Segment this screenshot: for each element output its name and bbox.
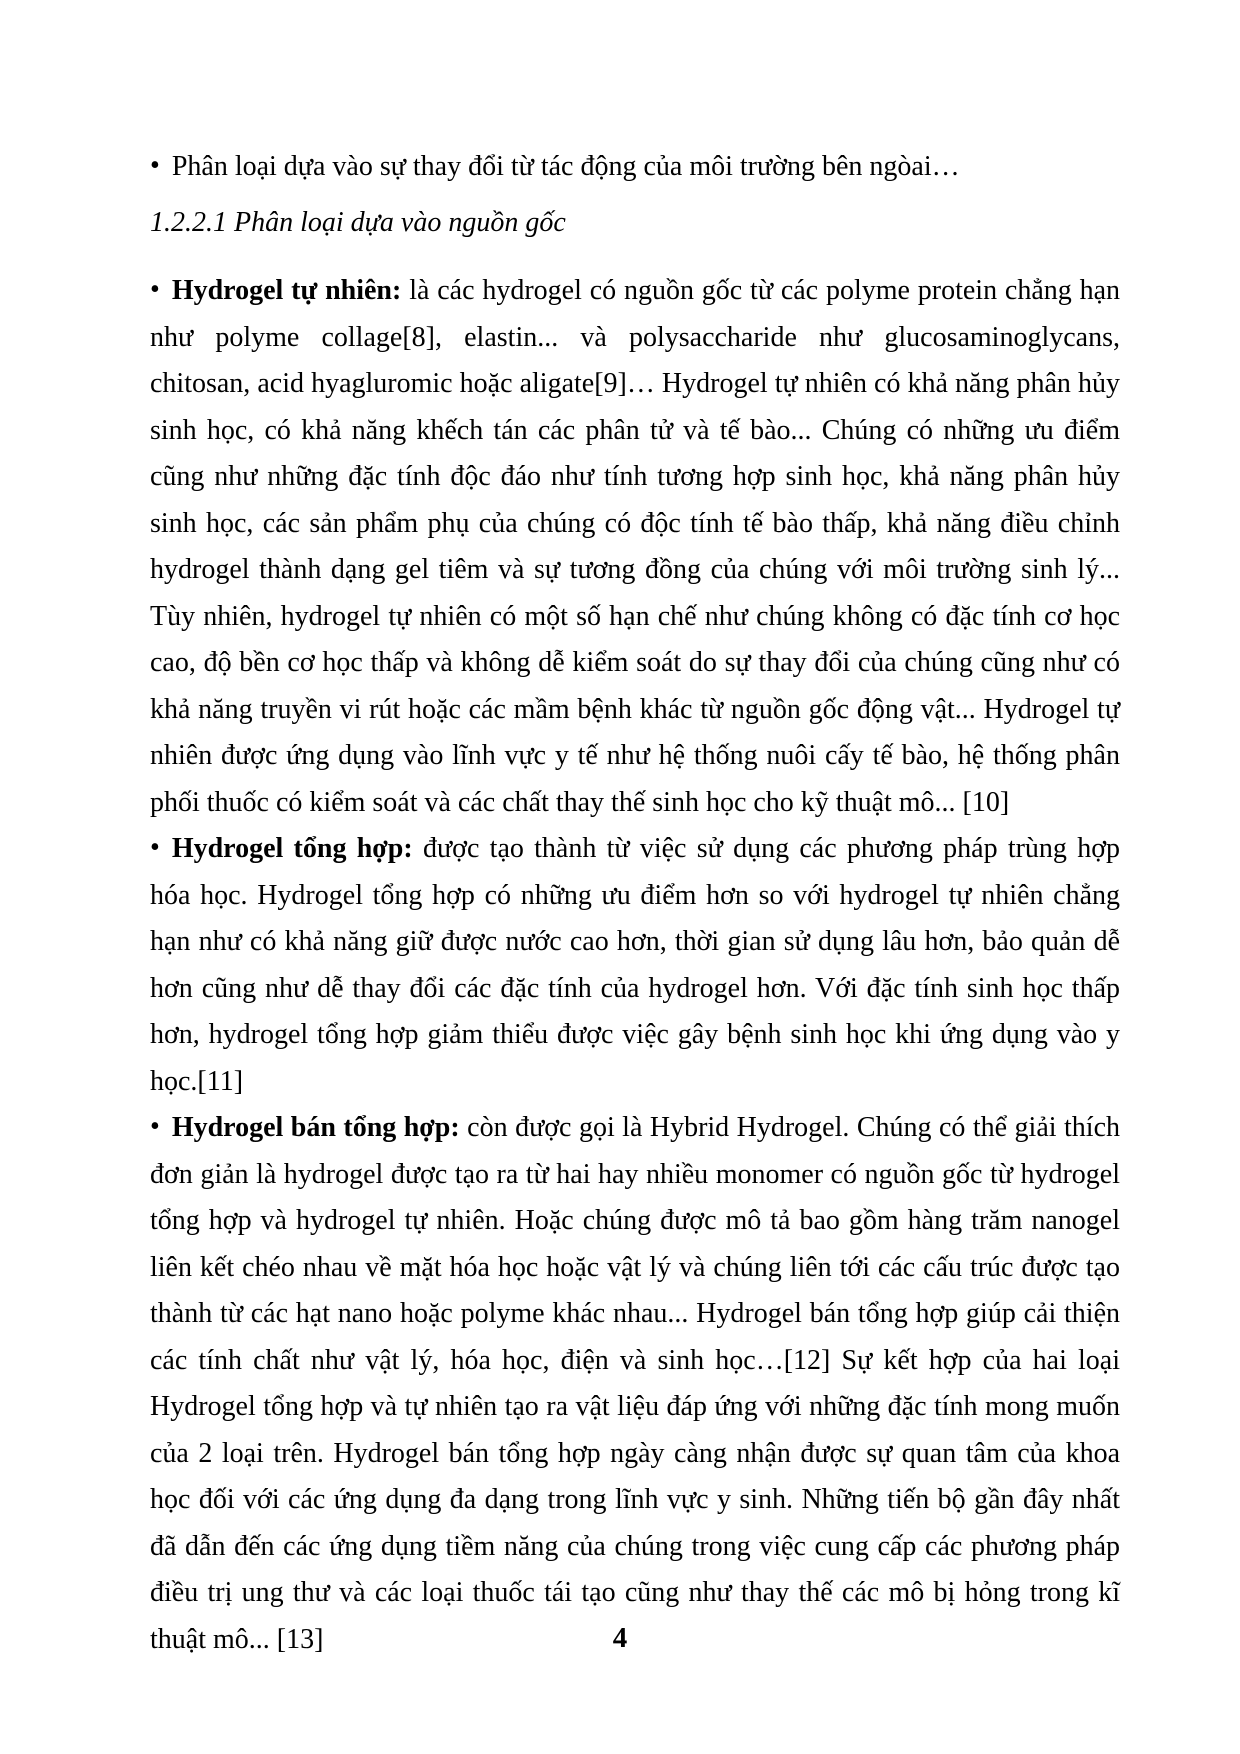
bullet-icon: • — [150, 1111, 160, 1142]
bullet-icon: • — [150, 150, 160, 181]
paragraph-text: được tạo thành từ việc sử dụng các phương pháp trùng hợp hóa học. Hydrogel tổng hợp có những ưu điểm hơn so với hydrogel tự nhiên chẳng hạn như có khả năng giữ được nước cao hơn, thời gian sử dụng lâu hơn, bảo quản dễ hơn cũng như dễ thay đổi các đặc tính của hydrogel hơn. Với đặc tính sinh học thấp hơn, hydrogel tổng hợp giảm thiểu được việc gây bệnh sinh học khi ứng dụng vào y học.[11] — [150, 833, 1121, 1097]
bullet-paragraph-synthetic-hydrogel — [150, 826, 1120, 1105]
intro-bullet-text: Phân loại dựa vào sự thay đổi từ tác động của môi trường bên ngòai… — [171, 151, 960, 182]
bullet-icon: • — [150, 832, 160, 863]
page-content — [150, 144, 1120, 1663]
bullet-paragraph-semi-synthetic-hydrogel — [150, 1105, 1120, 1663]
section-heading: 1.2.2.1 Phân loại dựa vào nguồn gốc — [150, 206, 566, 238]
bullet-paragraph-natural-hydrogel — [150, 268, 1120, 826]
page-number: 4 — [612, 1622, 628, 1654]
bullet-icon: • — [150, 274, 160, 305]
paragraph-lead: Hydrogel tự nhiên: — [171, 275, 402, 306]
paragraph-lead: Hydrogel tổng hợp: — [171, 833, 413, 864]
intro-bullet-line — [150, 144, 1120, 191]
paragraph-text: còn được gọi là Hybrid Hydrogel. Chúng có thể giải thích đơn giản là hydrogel được tạo ra từ hai hay nhiều monomer có nguồn gốc từ hydrogel tổng hợp và hydrogel tự nhiên. Hoặc chúng được mô tả bao gồm hàng trăm nanogel liên kết chéo nhau về mặt hóa học hoặc vật lý và chúng liên tới các cấu trúc được tạo thành từ các hạt nano hoặc polyme khác nhau... Hydrogel bán tổng hợp giúp cải thiện các tính chất như vật lý, hóa học, điện và sinh học…[12] Sự kết hợp của hai loại Hydrogel tổng hợp và tự nhiên tạo ra vật liệu đáp ứng với những đặc tính mong muốn của 2 loại trên. Hydrogel bán tổng hợp ngày càng nhận được sự quan tâm của khoa học đối với các ứng dụng đa dạng trong lĩnh vực y sinh. Những tiến bộ gần đây nhất đã dẫn đến các ứng dụng tiềm năng của chúng trong việc cung cấp các phương pháp điều trị ung thư và các loại thuốc tái tạo cũng như thay thế các mô bị hỏng trong kĩ thuật mô... [13] — [150, 1112, 1120, 1655]
paragraph-text: là các hydrogel có nguồn gốc từ các polyme protein chẳng hạn như polyme collage[8], elastin... và polysaccharide như glucosaminoglycans, chitosan, acid hyagluromic hoặc aligate[9]… Hydrogel tự nhiên có khả năng phân hủy sinh học, có khả năng khếch tán các phân tử và tế bào... Chúng có những ưu điểm cũng như những đặc tính độc đáo như tính tương hợp sinh học, khả năng phân hủy sinh học, các sản phẩm phụ của chúng có độc tính tế bào thấp, khả năng điều chỉnh hydrogel thành dạng gel tiêm và sự tương đồng của chúng với môi trường sinh lý... Tùy nhiên, hydrogel tự nhiên có một số hạn chế như chúng không có đặc tính cơ học cao, độ bền cơ học thấp và không dễ kiểm soát do sự thay đổi của chúng cũng như có khả năng truyền vi rút hoặc các mầm bệnh khác từ nguồn gốc động vật... Hydrogel tự nhiên được ứng dụng vào lĩnh vực y tế như hệ thống nuôi cấy tế bào, hệ thống phân phối thuốc có kiểm soát và các chất thay thế sinh học cho kỹ thuật mô... [10] — [150, 275, 1121, 818]
paragraph-lead: Hydrogel bán tổng hợp: — [171, 1112, 460, 1143]
